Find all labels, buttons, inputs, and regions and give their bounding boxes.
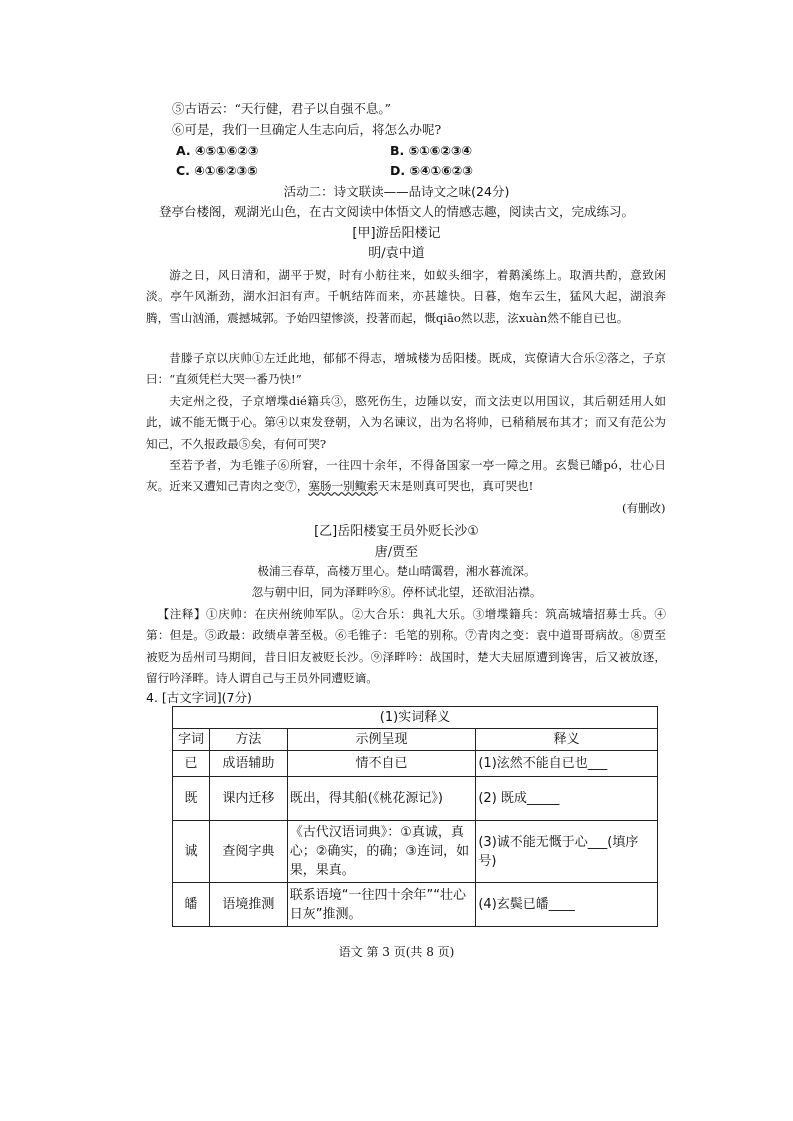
header-meaning: 释义 <box>476 729 658 751</box>
activity-intro: 登亭台楼阁，观湖光山色，在古文阅读中体悟文人的情感志趣，阅读古文，完成练习。 <box>158 204 634 219</box>
passage-b-title: [乙]岳阳楼宴王员外贬长沙① <box>314 524 479 539</box>
cell-method: 课内迁移 <box>209 777 287 821</box>
cell-word: 诚 <box>173 821 210 883</box>
answer-cell-2[interactable]: (2) 既成_____ <box>476 777 658 821</box>
cell-method: 成语辅助 <box>209 751 287 777</box>
cell-example: 《古代汉语词典》：①真诚，真心；②确实，的确；③连词，如果，果真。 <box>287 821 476 883</box>
paragraph-4-part-1: 至若予者，为毛锥子⑥所窘，一往四十余年，不得备国家一亭一障之用。玄鬓已皤pó，壮心日灰。近来又遭知己青肉之变⑦， <box>146 458 666 494</box>
cell-word: 皤 <box>173 883 210 927</box>
cell-example: 情不自已 <box>287 751 476 777</box>
passage-a-paragraph-1: 游之日，风日清和，湖平于熨，时有小舫往来，如蚁头细字，着鹅溪练上。取酒共酌，意致闲淡。亭午风渐劲，湖水汩汩有声。千帆结阵而来，亦甚雄快。日暮，炮车云生，猛风大起，湖浪奔腾，雪山汹涌，震撼城郭。予始四望惨淡，投著而起，慨qiāo然以悲，泫xuàn然不能自已也。 <box>146 268 666 325</box>
header-method: 方法 <box>209 729 287 751</box>
passage-a-paragraph-3: 夫定州之役，子京增堞dié籍兵③，愍死伤生，边陲以安，而文法吏以用国议，其后朝廷用人如此，诚不能无慨于心。第④以束发登朝，入为名谏议，出为名将帅，已稍稍展布其才；而又有范公为知己，不久报政最⑤矣，有何可哭? <box>146 394 666 451</box>
passage-a-paragraph-2: 昔滕子京以庆帅①左迁此地，郁郁不得志，增城楼为岳阳楼。既成，宾僚请大合乐②落之，子京曰：“直须凭栏大哭一番乃快!” <box>146 351 666 387</box>
answer-cell-3[interactable]: (3)诚不能无慨于心___(填序号) <box>476 821 658 883</box>
passage-a-title: [甲]游岳阳楼记 <box>352 226 441 241</box>
choice-c[interactable]: C. ④①⑥②③⑤ <box>176 163 258 178</box>
vocabulary-table <box>172 706 658 927</box>
table-title: (1)实词释义 <box>173 707 658 729</box>
table-title-row <box>173 707 658 729</box>
cell-method: 语境推测 <box>209 883 287 927</box>
cell-example: 联系语境“一往四十余年”“壮心日灰”推测。 <box>287 883 476 927</box>
page-footer: 语文 第 3 页(共 8 页) <box>338 945 455 959</box>
answer-cell-1[interactable]: (1)泫然不能自已也___ <box>476 751 658 777</box>
source-note: (有删改) <box>622 501 666 515</box>
cell-word: 既 <box>173 777 210 821</box>
answer-cell-4[interactable]: (4)玄鬓已皤____ <box>476 883 658 927</box>
passage-a-author: 明/袁中道 <box>368 246 425 261</box>
annotation-notes: 【注释】①庆帅：在庆州统帅军队。②大合乐：典礼大乐。③增堞籍兵：筑高城墙招募士兵。④第：但是。⑤政最：政绩卓著至极。⑥毛锥子：毛笔的别称。⑦青肉之变：袁中道哥哥病故。⑧贾至被贬为岳州司马期间，昔日旧友被贬长沙。⑨泽畔吟：战国时，楚大夫屈原遭到谗害，后又被放逐，留行吟泽畔。诗人谓自己与王员外同遭贬谪。 <box>146 607 666 685</box>
option-item-5: ⑤古语云：“天行健，君子以自强不息。” <box>172 101 392 116</box>
table-header-row <box>173 729 658 751</box>
passage-b-author: 唐/贾至 <box>374 545 419 560</box>
choice-a[interactable]: A. ④⑤①⑥②③ <box>176 143 259 158</box>
poem-line-1: 极浦三春草，高楼万里心。楚山晴霭碧，湘水暮流深。 <box>257 564 536 578</box>
passage-a-paragraph-4 <box>146 455 666 498</box>
table-row <box>173 883 658 927</box>
wavy-underlined-phrase: 塞肠一别鲰索 <box>308 479 378 494</box>
table-row <box>173 751 658 777</box>
header-word: 字词 <box>173 729 210 751</box>
choice-b[interactable]: B. ⑤①⑥②③④ <box>390 143 473 158</box>
table-row <box>173 777 658 821</box>
cell-word: 已 <box>173 751 210 777</box>
header-example: 示例呈现 <box>287 729 476 751</box>
activity-title: 活动二：诗文联读——品诗文之味(24分) <box>283 184 510 199</box>
question-label: 4. [古文字词](7分) <box>146 690 252 705</box>
choice-d[interactable]: D. ⑤④①⑥②③ <box>390 163 473 178</box>
cell-method: 查阅字典 <box>209 821 287 883</box>
poem-line-2: 忽与朝中旧，同为泽畔吟⑧。停杯试北望，还欲泪沾襟。 <box>251 585 542 599</box>
option-item-6: ⑥可是，我们一旦确定人生志向后，将怎么办呢? <box>172 122 442 137</box>
paragraph-4-part-2: 天末是则真可哭也，真可哭也! <box>377 479 534 494</box>
cell-example: 既出，得其船(《桃花源记》) <box>287 777 476 821</box>
table-row <box>173 821 658 883</box>
